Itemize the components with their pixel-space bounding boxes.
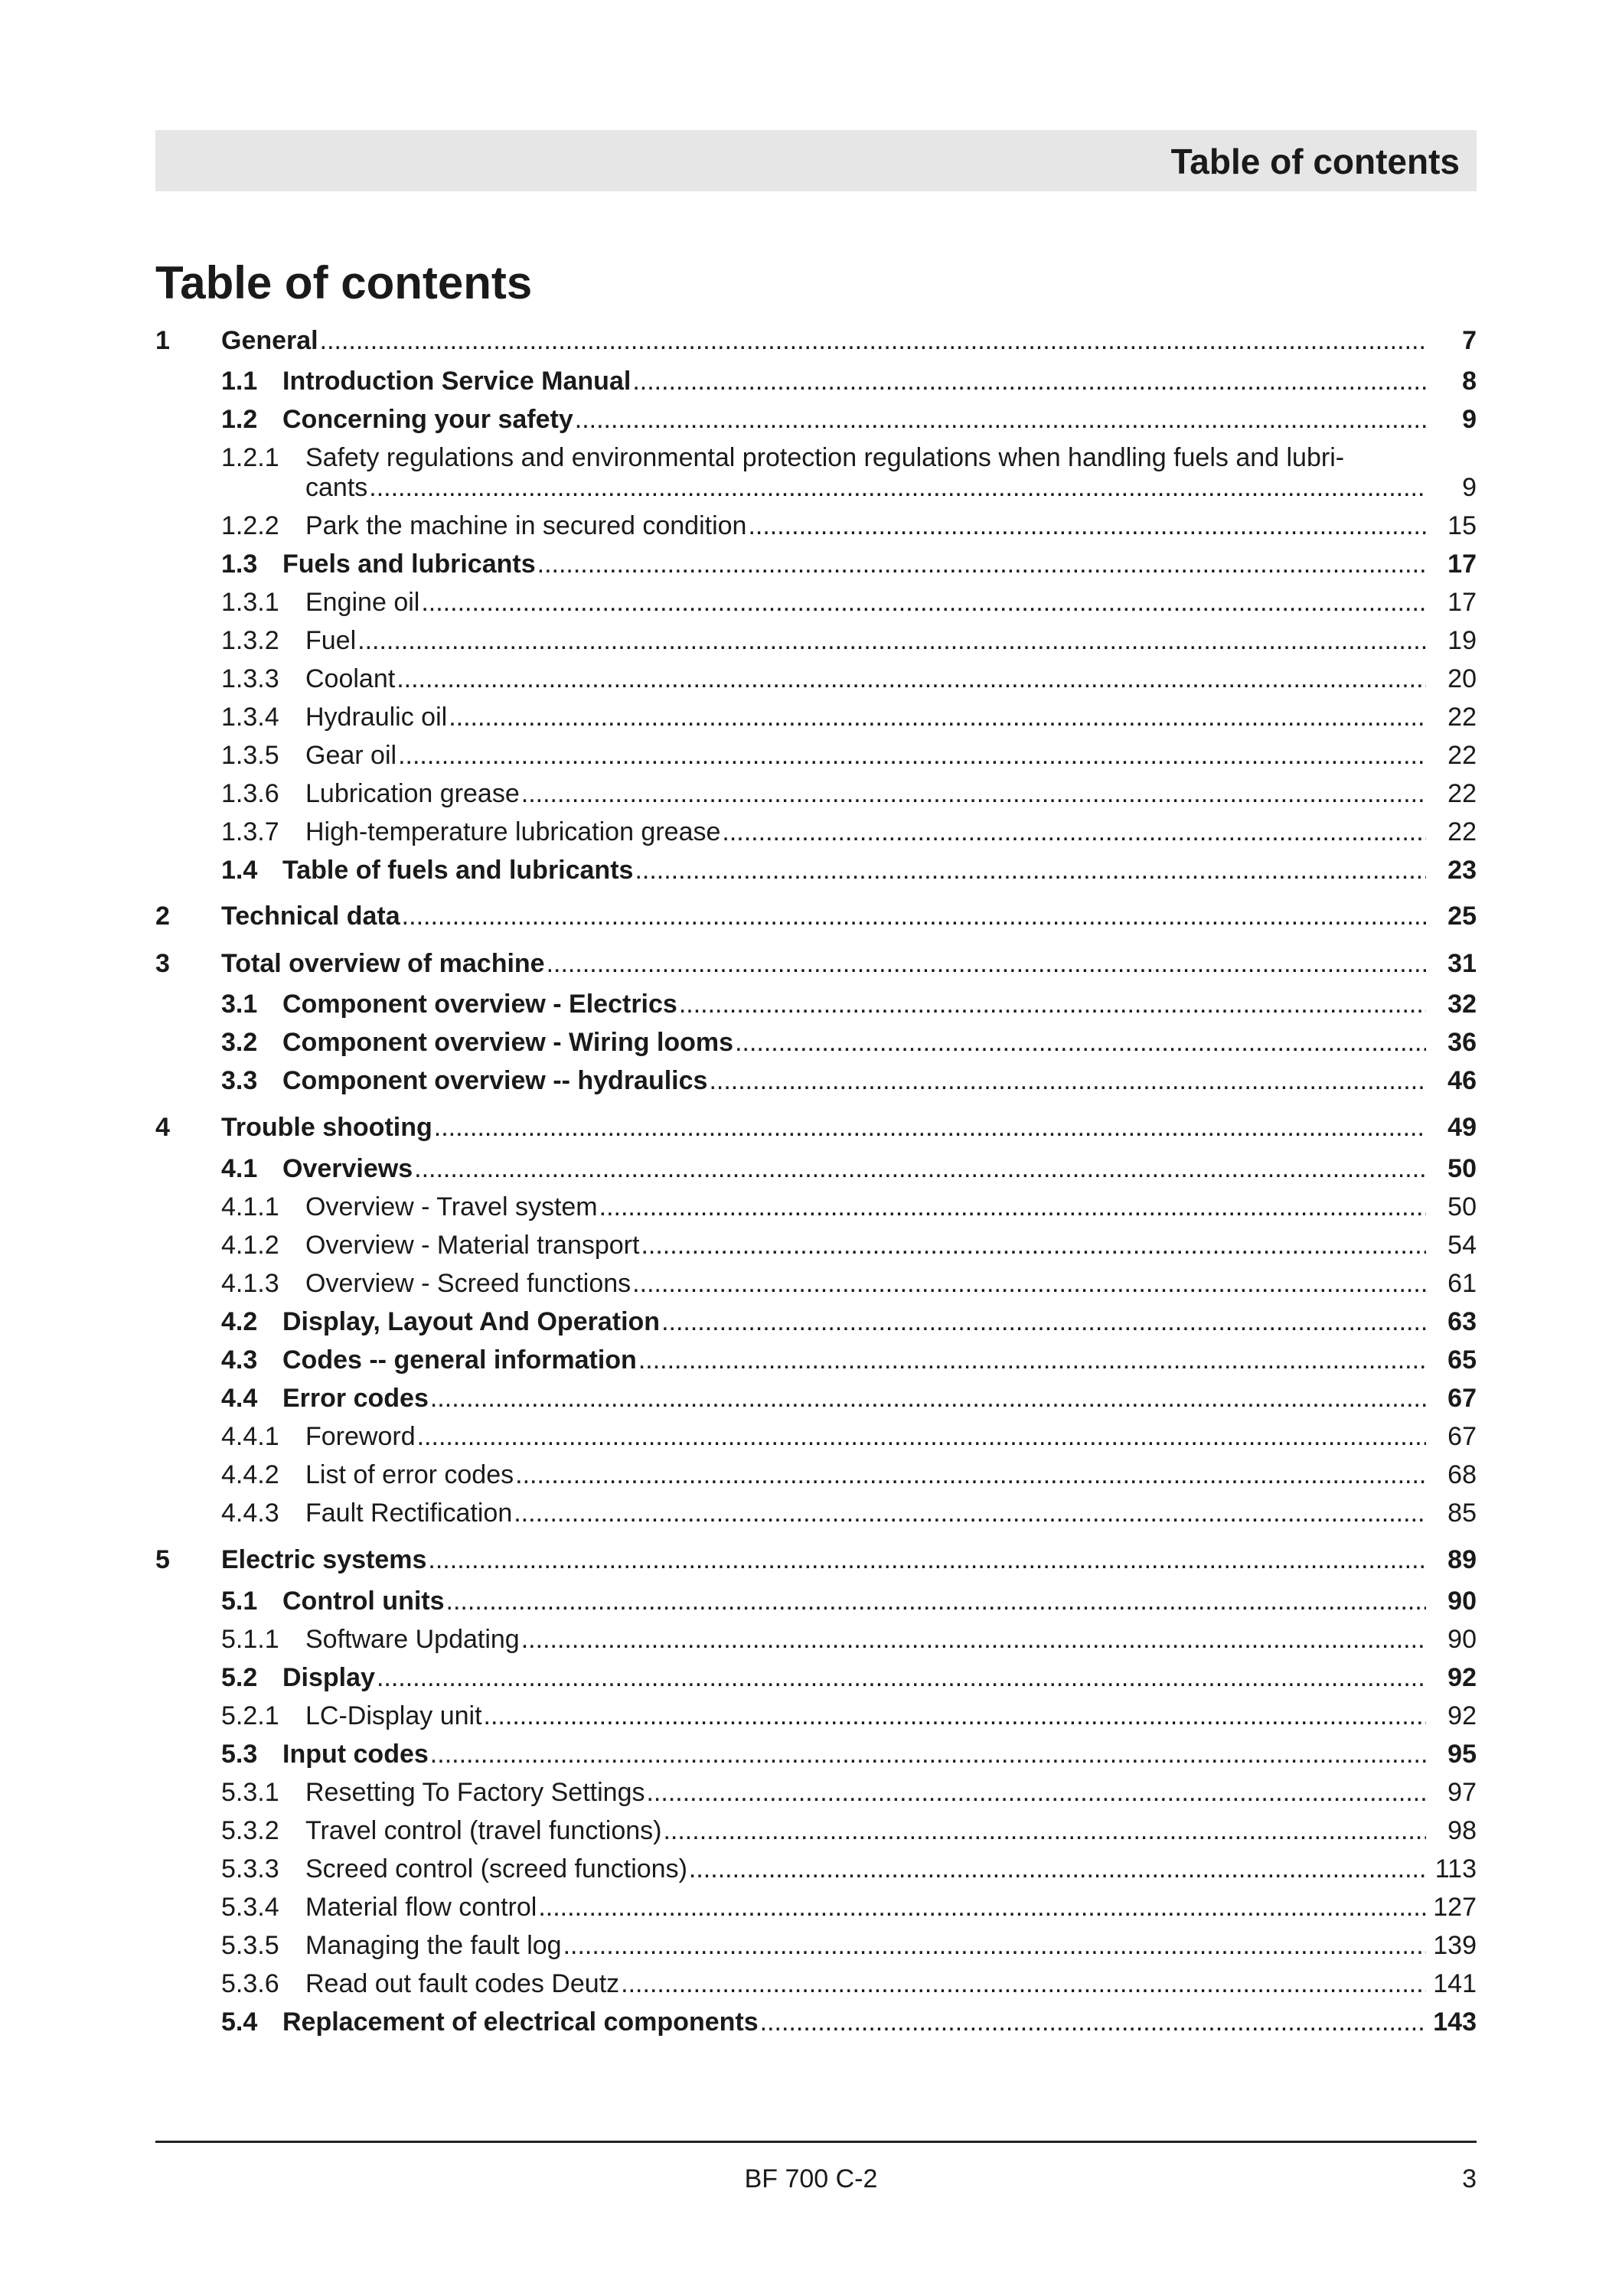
toc-entry-page: 22 [1447, 779, 1477, 808]
toc-entry-section[interactable] [155, 1152, 1477, 1186]
toc-entry-section[interactable] [155, 1584, 1477, 1618]
toc-entry-title: Managing the fault log [305, 1931, 562, 1960]
toc-entry-page: 85 [1447, 1499, 1477, 1528]
toc-entry-number: 5.1 [221, 1587, 258, 1616]
toc-entry-title: Lubrication grease [305, 779, 520, 808]
toc-entry-title: Replacement of electrical components [282, 2007, 759, 2037]
toc-entry-title-line1: Safety regulations and environmental protection regulations when handling fuels and lubri- [305, 443, 1345, 472]
toc-entry-page: 7 [1462, 326, 1477, 355]
toc-entry-subsection[interactable] [155, 1623, 1477, 1656]
toc-entry-title: Material flow control [305, 1893, 537, 1922]
running-header-title: Table of contents [1170, 142, 1460, 181]
toc-entry-page: 90 [1447, 1625, 1477, 1654]
toc-entry-number: 1.2.1 [221, 443, 279, 472]
toc-entry-number: 4.1.1 [221, 1192, 279, 1221]
toc-entry-page: 98 [1447, 1816, 1477, 1845]
toc-entry-page: 67 [1447, 1422, 1477, 1451]
toc-entry-number: 5.3 [221, 1740, 258, 1769]
toc-entry-title: Component overview -- hydraulics [282, 1066, 708, 1095]
toc-entry-title: Fuel [305, 626, 357, 655]
toc-entry-number: 3 [155, 949, 170, 978]
toc-entry-title: Table of fuels and lubricants [282, 856, 634, 885]
toc-entry-number: 5 [155, 1545, 170, 1574]
toc-entry-title: Fuels and lubricants [282, 550, 536, 579]
toc-entry-chapter[interactable] [155, 324, 1477, 357]
toc-entry-subsection[interactable] [155, 700, 1477, 734]
toc-entry-page: 25 [1447, 902, 1477, 931]
toc-entry-page: 63 [1447, 1307, 1477, 1336]
toc-entry-title: Coolant [305, 664, 396, 693]
toc-entry-subsection[interactable] [155, 1228, 1477, 1262]
toc-entry-title: Gear oil [305, 741, 397, 770]
toc-entry-title: Error codes [282, 1384, 429, 1413]
toc-entry-title: Display, Layout And Operation [282, 1307, 661, 1336]
toc-entry-section[interactable] [155, 1026, 1477, 1059]
toc-entry-subsection-continued[interactable] [155, 471, 1477, 504]
toc-entry-number: 4.1.2 [221, 1231, 279, 1260]
toc-entry-number: 5.3.3 [221, 1854, 279, 1883]
toc-entry-subsection[interactable] [155, 441, 1477, 475]
toc-entry-number: 3.2 [221, 1028, 258, 1057]
toc-entry-number: 4.3 [221, 1345, 258, 1375]
toc-entry-number: 1.2.2 [221, 511, 279, 540]
toc-entry-section[interactable] [155, 1305, 1477, 1339]
toc-entry-number: 4.1 [221, 1154, 258, 1183]
toc-entry-page: 22 [1447, 703, 1477, 732]
toc-entry-section[interactable] [155, 1661, 1477, 1694]
toc-entry-page: 143 [1433, 2007, 1477, 2037]
toc-entry-title: LC-Display unit [305, 1701, 482, 1730]
toc-entry-title: Total overview of machine [221, 949, 545, 978]
toc-entry-title: Screed control (screed functions) [305, 1854, 687, 1883]
toc-entry-title: cants [305, 473, 368, 502]
toc-entry-chapter[interactable] [155, 1110, 1477, 1144]
toc-entry-subsection[interactable] [155, 1852, 1477, 1886]
toc-entry-chapter[interactable] [155, 899, 1477, 933]
toc-entry-number: 1.3.5 [221, 741, 279, 770]
toc-entry-title: Read out fault codes Deutz [305, 1969, 620, 1998]
toc-entry-subsection[interactable] [155, 1699, 1477, 1733]
toc-entry-section[interactable] [155, 987, 1477, 1021]
toc-entry-subsection[interactable] [155, 509, 1477, 543]
toc-entry-section[interactable] [155, 403, 1477, 436]
toc-entry-title: Engine oil [305, 588, 420, 617]
toc-entry-number: 5.4 [221, 2007, 258, 2037]
toc-entry-title: Codes -- general information [282, 1345, 637, 1375]
toc-entry-number: 1.4 [221, 856, 258, 885]
toc-entry-page: 89 [1447, 1545, 1477, 1574]
toc-entry-subsection[interactable] [155, 1929, 1477, 1962]
toc-entry-number: 4.1.3 [221, 1269, 279, 1298]
toc-entry-title: Display [282, 1663, 375, 1692]
toc-entry-page: 17 [1447, 550, 1477, 579]
toc-entry-number: 5.3.2 [221, 1816, 279, 1845]
footer-document-id: BF 700 C-2 [744, 2164, 878, 2193]
toc-entry-subsection[interactable] [155, 739, 1477, 772]
toc-entry-page: 61 [1447, 1269, 1477, 1298]
toc-entry-subsection[interactable] [155, 777, 1477, 810]
toc-entry-page: 54 [1447, 1231, 1477, 1260]
toc-entry-page: 127 [1433, 1893, 1477, 1922]
toc-entry-page: 31 [1447, 949, 1477, 978]
toc-entry-title: Input codes [282, 1740, 429, 1769]
toc-entry-title: Introduction Service Manual [282, 367, 632, 396]
toc-entry-page: 15 [1447, 511, 1477, 540]
toc-entry-page: 23 [1447, 856, 1477, 885]
toc-entry-number: 4.4 [221, 1384, 258, 1413]
toc-entry-number: 4.4.3 [221, 1499, 279, 1528]
toc-entry-number: 4 [155, 1113, 170, 1142]
toc-entry-page: 49 [1447, 1113, 1477, 1142]
toc-entry-number: 5.3.5 [221, 1931, 279, 1960]
toc-entry-number: 1.3.6 [221, 779, 279, 808]
toc-entry-number: 3.1 [221, 990, 258, 1019]
toc-entry-page: 20 [1447, 664, 1477, 693]
toc-entry-subsection[interactable] [155, 1420, 1477, 1453]
toc-entry-section[interactable] [155, 1343, 1477, 1377]
toc-entry-page: 22 [1447, 817, 1477, 846]
toc-entry-page: 17 [1447, 588, 1477, 617]
toc-entry-number: 1.3.7 [221, 817, 279, 846]
toc-entry-number: 1.2 [221, 405, 258, 434]
toc-entry-page: 68 [1447, 1460, 1477, 1489]
toc-entry-number: 5.2.1 [221, 1701, 279, 1730]
toc-entry-page: 92 [1447, 1663, 1477, 1692]
toc-entry-title: High-temperature lubrication grease [305, 817, 721, 846]
toc-entry-page: 65 [1447, 1345, 1477, 1375]
toc-entry-page: 22 [1447, 741, 1477, 770]
toc-entry-title: Software Updating [305, 1625, 520, 1654]
footer-page-number: 3 [1462, 2164, 1477, 2193]
toc-entry-number: 4.2 [221, 1307, 258, 1336]
toc-entry-title: Overview - Travel system [305, 1192, 598, 1221]
toc-entry-number: 2 [155, 902, 170, 931]
toc-entry-number: 5.3.6 [221, 1969, 279, 1998]
running-header [155, 130, 1477, 191]
toc-entry-chapter[interactable] [155, 947, 1477, 980]
toc-entry-subsection[interactable] [155, 1814, 1477, 1848]
toc-entry-number: 1.3.2 [221, 626, 279, 655]
toc-entry-subsection[interactable] [155, 1890, 1477, 1924]
toc-entry-title: Foreword [305, 1422, 416, 1451]
toc-entry-number: 1.1 [221, 367, 258, 396]
toc-entry-title: Hydraulic oil [305, 703, 448, 732]
toc-entry-section[interactable] [155, 853, 1477, 887]
toc-entry-title: Fault Rectification [305, 1499, 513, 1528]
toc-entry-subsection[interactable] [155, 1190, 1477, 1224]
toc-entry-title: Component overview - Wiring looms [282, 1028, 734, 1057]
toc-entry-page: 90 [1447, 1587, 1477, 1616]
toc-entry-page: 19 [1447, 626, 1477, 655]
toc-entry-page: 139 [1433, 1931, 1477, 1960]
toc-entry-page: 97 [1447, 1778, 1477, 1807]
toc-entry-subsection[interactable] [155, 585, 1477, 619]
toc-entry-page: 32 [1447, 990, 1477, 1019]
toc-entry-page: 9 [1462, 405, 1477, 434]
toc-entry-title: List of error codes [305, 1460, 514, 1489]
toc-entry-number: 4.4.2 [221, 1460, 279, 1489]
toc-entry-section[interactable] [155, 1737, 1477, 1771]
toc-entry-page: 50 [1447, 1154, 1477, 1183]
toc-entry-title: Resetting To Factory Settings [305, 1778, 645, 1807]
toc-entry-subsection[interactable] [155, 624, 1477, 657]
toc-entry-number: 5.1.1 [221, 1625, 279, 1654]
toc-entry-number: 1.3 [221, 550, 258, 579]
toc-entry-section[interactable] [155, 364, 1477, 398]
toc-entry-title: General [221, 326, 318, 355]
toc-entry-page: 36 [1447, 1028, 1477, 1057]
toc-entry-section[interactable] [155, 2005, 1477, 2039]
toc-entry-title: Trouble shooting [221, 1113, 432, 1142]
toc-entry-page: 95 [1447, 1740, 1477, 1769]
toc-entry-number: 5.2 [221, 1663, 258, 1692]
toc-entry-subsection[interactable] [155, 1496, 1477, 1530]
toc-entry-page: 50 [1447, 1192, 1477, 1221]
toc-entry-title: Electric systems [221, 1545, 427, 1574]
toc-entry-page: 92 [1447, 1701, 1477, 1730]
toc-entry-number: 5.3.4 [221, 1893, 279, 1922]
toc-entry-subsection[interactable] [155, 1458, 1477, 1492]
toc-entry-section[interactable] [155, 547, 1477, 581]
toc-entry-number: 4.4.1 [221, 1422, 279, 1451]
toc-entry-page: 141 [1433, 1969, 1477, 1998]
toc-entry-page: 46 [1447, 1066, 1477, 1095]
toc-entry-subsection[interactable] [155, 1967, 1477, 2001]
toc-entry-subsection[interactable] [155, 1267, 1477, 1300]
toc-entry-title: Overview - Material transport [305, 1231, 640, 1260]
toc-entry-subsection[interactable] [155, 662, 1477, 696]
toc-entry-title: Park the machine in secured condition [305, 511, 747, 540]
toc-entry-number: 3.3 [221, 1066, 258, 1095]
toc-entry-number: 1.3.1 [221, 588, 279, 617]
toc-entry-subsection[interactable] [155, 815, 1477, 849]
toc-entry-page: 113 [1434, 1854, 1477, 1883]
toc-entry-title: Technical data [221, 902, 400, 931]
toc-entry-title: Travel control (travel functions) [305, 1816, 662, 1845]
toc-entry-title: Control units [282, 1587, 445, 1616]
toc-entry-section[interactable] [155, 1064, 1477, 1097]
toc-entry-number: 5.3.1 [221, 1778, 279, 1807]
toc-entry-title: Concerning your safety [282, 405, 573, 434]
toc-entry-subsection[interactable] [155, 1776, 1477, 1809]
toc-entry-chapter[interactable] [155, 1543, 1477, 1577]
toc-entry-page: 67 [1447, 1384, 1477, 1413]
toc-entry-page: 8 [1462, 367, 1477, 396]
toc-entry-title: Overviews [282, 1154, 413, 1183]
toc-entry-page: 9 [1462, 473, 1477, 502]
toc-entry-number: 1.3.3 [221, 664, 279, 693]
toc-entry-title: Overview - Screed functions [305, 1269, 632, 1298]
toc-entry-title: Component overview - Electrics [282, 990, 677, 1019]
toc-entry-number: 1 [155, 326, 170, 355]
page-title: Table of contents [155, 257, 533, 308]
footer-divider [155, 2141, 1477, 2143]
toc-entry-number: 1.3.4 [221, 703, 279, 732]
toc-entry-section[interactable] [155, 1381, 1477, 1415]
